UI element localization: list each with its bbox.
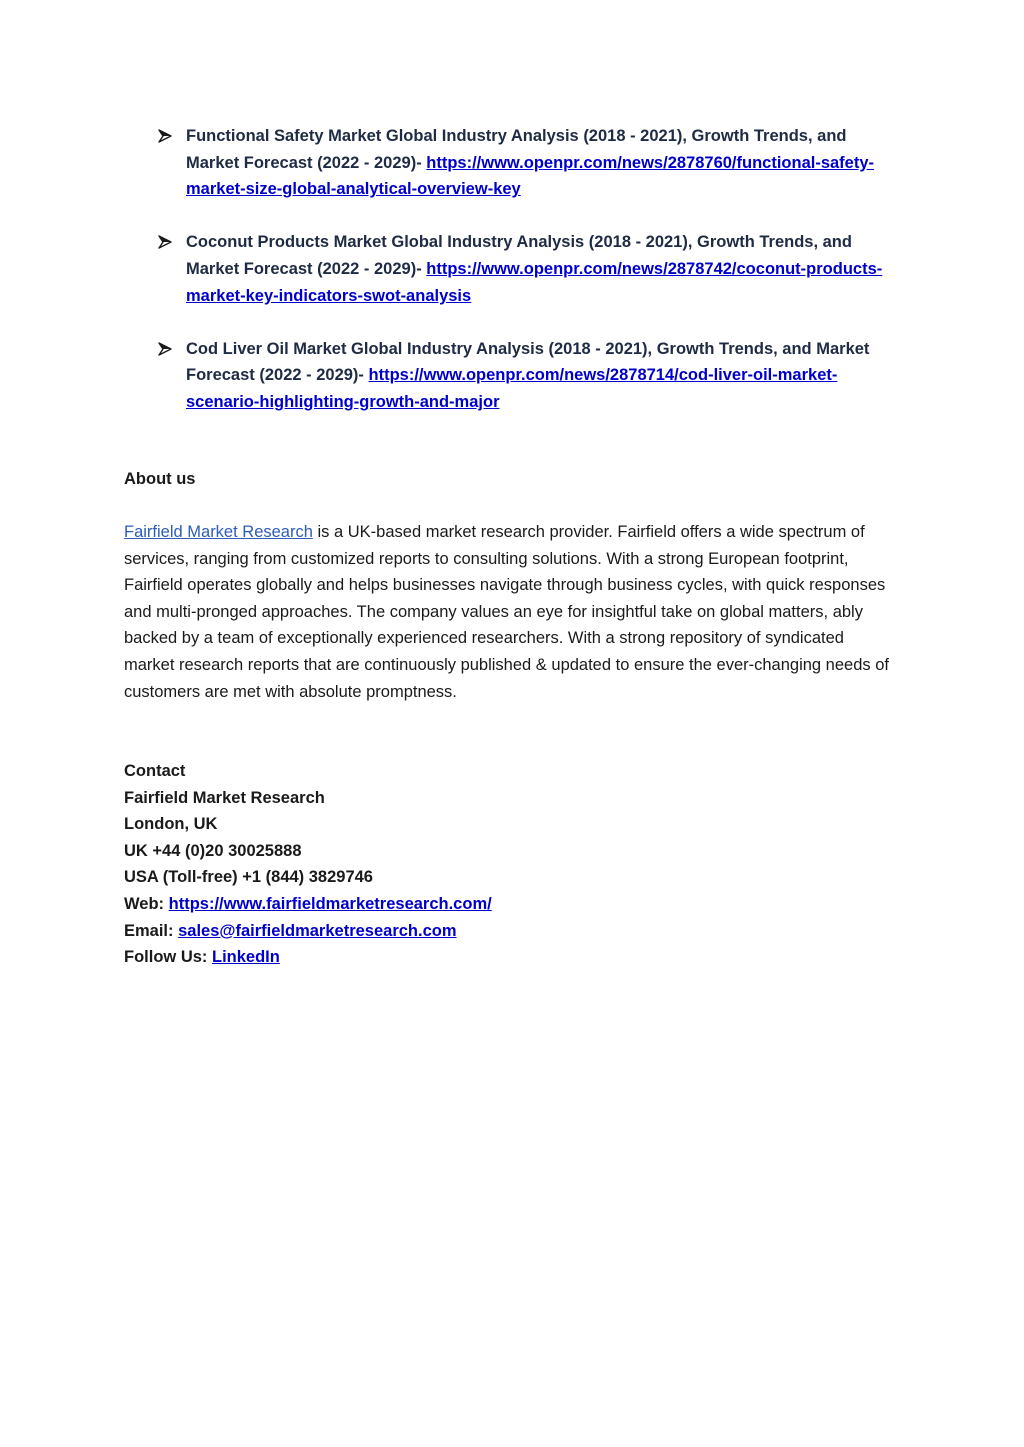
arrow-bullet-icon	[158, 123, 172, 150]
contact-location: London, UK	[124, 815, 218, 834]
report-link[interactable]: https://www.openpr.com/news/2878714/cod-liver-oil-market-scenario-highlighting-growth-and-major	[186, 366, 838, 411]
list-item	[158, 229, 888, 309]
contact-company: Fairfield Market Research	[124, 788, 325, 807]
contact-web	[124, 891, 724, 918]
about-text: is a UK-based market research provider. Fairfield offers a wide spectrum of services, ranging from customized reports to consulting solutions. With a strong European footprint, Fairfield operates globally and helps businesses navigate through business cycles, with quick responses and multi-pronged approaches. The company values an eye for insightful take on global matters, ably backed by a team of exceptionally experienced researchers. With a strong repository of syndicated market research reports that are continuously published & updated to ensure the ever-changing needs of customers are met with absolute promptness.	[124, 523, 889, 701]
contact-phone-usa: USA (Toll-free) +1 (844) 3829746	[124, 868, 373, 887]
company-link[interactable]: Fairfield Market Research	[124, 523, 313, 541]
contact-follow	[124, 944, 724, 971]
report-title: Functional Safety Market Global Industry Analysis (2018 - 2021), Growth Trends, and Market Forecast (2022 - 2029)-	[186, 127, 847, 172]
follow-label: Follow Us:	[124, 948, 212, 967]
about-heading: About us	[124, 470, 196, 488]
report-title: Cod Liver Oil Market Global Industry Analysis (2018 - 2021), Growth Trends, and Market Forecast (2022 - 2029)-	[186, 339, 870, 385]
contact-phone-uk: UK +44 (0)20 30025888	[124, 841, 302, 860]
arrow-bullet-icon	[158, 229, 172, 256]
contact-email	[124, 918, 724, 945]
related-reports-list	[158, 123, 888, 442]
list-item	[158, 336, 888, 416]
list-item	[158, 123, 888, 203]
contact-heading: Contact	[124, 762, 186, 780]
report-title: Coconut Products Market Global Industry Analysis (2018 - 2021), Growth Trends, and Market Forecast (2022 - 2029)-	[186, 233, 852, 278]
report-link[interactable]: https://www.openpr.com/news/2878742/coconut-products-market-key-indicators-swot-analysis	[186, 259, 883, 305]
email-label: Email:	[124, 921, 179, 940]
arrow-bullet-icon	[158, 336, 172, 363]
email-link[interactable]: sales@fairfieldmarketresearch.com	[178, 921, 457, 940]
web-link[interactable]: https://www.fairfieldmarketresearch.com/	[168, 894, 492, 913]
contact-block	[124, 758, 724, 971]
linkedin-link[interactable]: LinkedIn	[212, 948, 280, 967]
web-label: Web:	[124, 894, 169, 913]
about-paragraph	[124, 519, 894, 705]
report-link[interactable]: https://www.openpr.com/news/2878760/functional-safety-market-size-global-analytical-overview-key	[186, 153, 875, 199]
